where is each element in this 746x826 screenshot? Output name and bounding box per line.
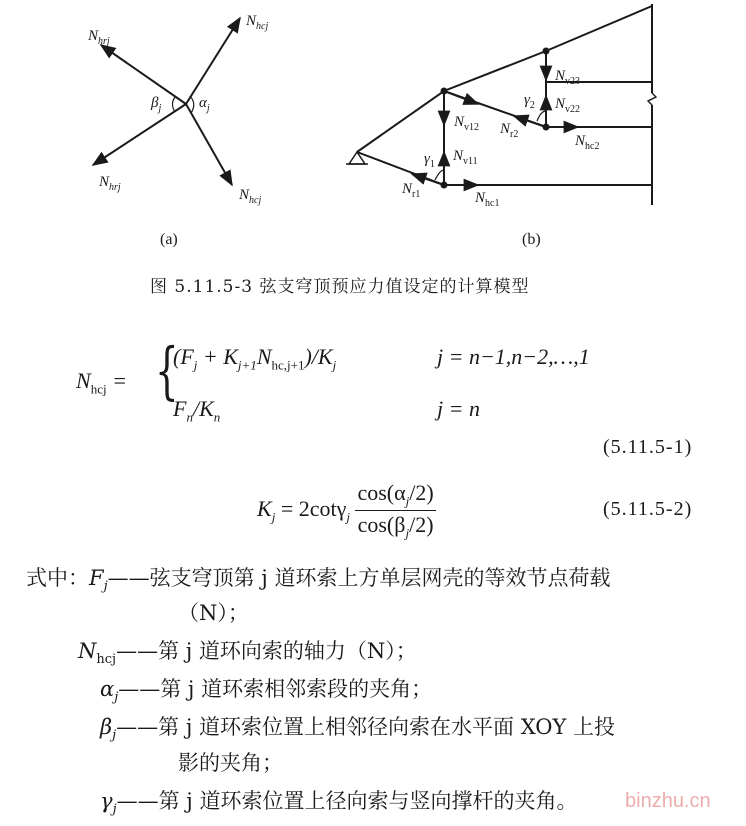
eq1-case2: $F_n/K_n$ (173, 396, 221, 425)
definition-gamma: $\gamma_j——$第 j 道环索位置上径向索与竖向撑杆的夹角。 (100, 789, 578, 818)
figure-caption: 图 5.11.5-3 弦支穹顶预应力值设定的计算模型 (150, 277, 530, 297)
svg-text:Nhcj: $N_{hcj}$ (246, 13, 269, 32)
svg-text:Nr2: $N_{r2}$ (500, 121, 519, 140)
eq1-lhs: $N_{hcj}$ = (76, 368, 127, 397)
panel-b-label: (b) (522, 231, 541, 248)
svg-text:Nr1: $N_{r1}$ (402, 181, 421, 200)
svg-text:Nhrj: $N_{hrj}$ (88, 28, 110, 47)
eq1-number: (5.11.5-1) (603, 436, 693, 458)
svg-text:αj: $\alpha_j$ (199, 95, 210, 114)
svg-text:Nv11: $N_{v11}$ (453, 148, 478, 167)
definition-beta: $\beta_j——$第 j 道环索位置上相邻径向索在水平面 XOY 上投 (100, 715, 616, 744)
definition-f: 式中：$F_j——$弦支穹顶第 j 道环索上方单层网壳的等效节点荷载 (26, 566, 611, 595)
pin-support (346, 152, 368, 164)
figure-diagram (0, 0, 746, 260)
svg-text:γ2: $\gamma_2$ (524, 92, 535, 111)
eq2-fraction: $\frac{\cos(\alpha_j/2)}{\cos(\beta_j/2)}$ (357, 480, 434, 541)
eq1-case1-condition: j = n−1,n−2,…,1 (437, 344, 590, 369)
svg-text:Nv22: $N_{v22}$ (555, 96, 581, 115)
eq2-number: (5.11.5-2) (603, 498, 693, 520)
panel-a-label: (a) (160, 231, 178, 248)
panel-a (93, 18, 240, 185)
eq2: $K_j = 2\cot\gamma_j$ $\frac{\cos(\alpha_j/2)}{\cos(\beta_j/2)}$ (257, 480, 434, 541)
svg-text:Nhrj: $N_{hrj}$ (99, 174, 121, 193)
panel-b-labels (401, 68, 599, 209)
svg-text:Nhc1: $N_{hc1}$ (475, 190, 500, 209)
watermark: binzhu.cn (625, 790, 711, 812)
svg-text:Nv23: $N_{v23}$ (555, 68, 581, 87)
svg-text:Nv12: $N_{v12}$ (454, 114, 480, 133)
definition-nhc: $N_{hcj}——$第 j 道环向索的轴力（N）； (78, 639, 417, 668)
eq1-case2-condition: j = n (437, 396, 480, 421)
definition-alpha: $\alpha_j——$第 j 道环索相邻索段的夹角； (100, 677, 433, 706)
definition-beta-cont: 影的夹角； (178, 751, 283, 775)
svg-text:Nhcj: $N_{hcj}$ (239, 187, 262, 206)
eq1-case1: $(F_j + K_{j+1}N_{hc,j+1})/K_j$ (173, 344, 337, 373)
definition-f-cont: （N）； (178, 601, 249, 625)
svg-text:βj: $\beta_j$ (151, 95, 162, 114)
svg-text:γ1: $\gamma_1$ (424, 151, 435, 170)
panel-b (357, 4, 656, 205)
svg-text:Nhc2: $N_{hc2}$ (575, 133, 600, 152)
eq1-brace: { (155, 334, 179, 407)
